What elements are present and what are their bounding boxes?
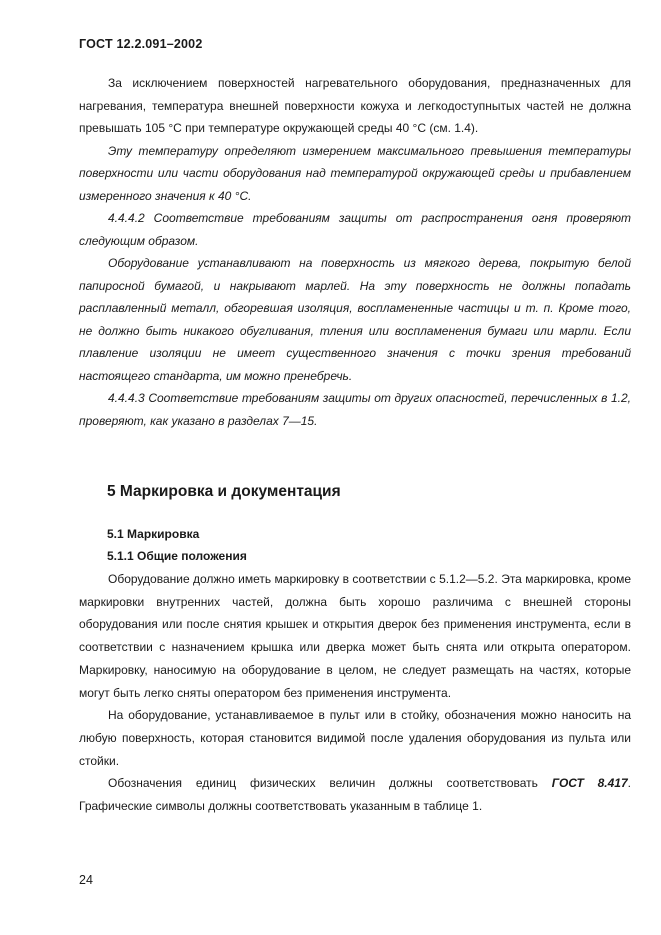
paragraph-4-4-4-2: 4.4.4.2 Соответствие требованиям защиты от распространения огня проверяют следующим образом. [79, 211, 631, 248]
section-title: 5 Маркировка и документация [107, 483, 341, 500]
paragraph-fire-test: Оборудование устанавливают на поверхность из мягкого дерева, покрытую белой папиросной бумагой, и накрывают марлей. На эту поверхность не должны попадать расплавленный металл, обгоревшая изоляция, воспламененные частицы и т. п. Кроме того, не должно быть никакого обугливания, тления или воспламенения бумаги или марли. Если плавление изоляции не имеет существенного значения с точки зрения требований настоящего стандарта, им можно пренебречь. [79, 256, 631, 383]
paragraph-rack-marking: На оборудование, устанавливаемое в пульт или в стойку, обозначения можно наносить на любую поверхность, которая становится видимой после удаления оборудования из пульта или стойки. [79, 708, 631, 768]
document-header: ГОСТ 12.2.091–2002 [79, 37, 203, 51]
paragraph-marking-requirements: Оборудование должно иметь маркировку в соответствии с 5.1.2—5.2. Эта маркировка, кроме маркировки внутренних частей, должна быть хорошо различима с внешней стороны оборудования или после снятия крышек и открытия дверок без применения инструмента, если в соответствии с назначением крышка или дверка может быть снята или открыта оператором. Маркировку, наносимую на оборудование в целом, не следует размещать на частях, которые могут быть легко сняты оператором без применения инструмента. [79, 572, 631, 700]
subsection-title: 5.1 Маркировка [107, 527, 200, 541]
section-text-block [79, 568, 631, 818]
paragraph-4-4-4-3: 4.4.4.3 Соответствие требованиям защиты от других опасностей, перечисленных в 1.2, проверяют, как указано в разделах 7—15. [79, 391, 631, 428]
units-text-before: Обозначения единиц физических величин должны соответствовать [108, 776, 552, 791]
paragraph-units-symbols [79, 772, 631, 817]
paragraph-surface-temperature: За исключением поверхностей нагревательного оборудования, предназначенных для нагревания, температура внешней поверхности кожуха и легкодоступнытых частей не должна превышать 105 °С при температуре окружающей среды 40 °С (см. 1.4). [79, 76, 631, 135]
subsubsection-title: 5.1.1 Общие положения [107, 549, 247, 563]
paragraph-temperature-measurement: Эту температуру определяют измерением максимального превышения температуры поверхности или части оборудования над температурой окружающей среды и прибавлением измеренного значения к 40 °С. [79, 143, 631, 203]
gost-reference: ГОСТ 8.417 [551, 776, 628, 791]
top-text-block [79, 72, 631, 432]
page-number: 24 [79, 873, 93, 887]
units-text-after: . Графические символы должны соответствовать указанным в таблице 1. [79, 776, 631, 814]
